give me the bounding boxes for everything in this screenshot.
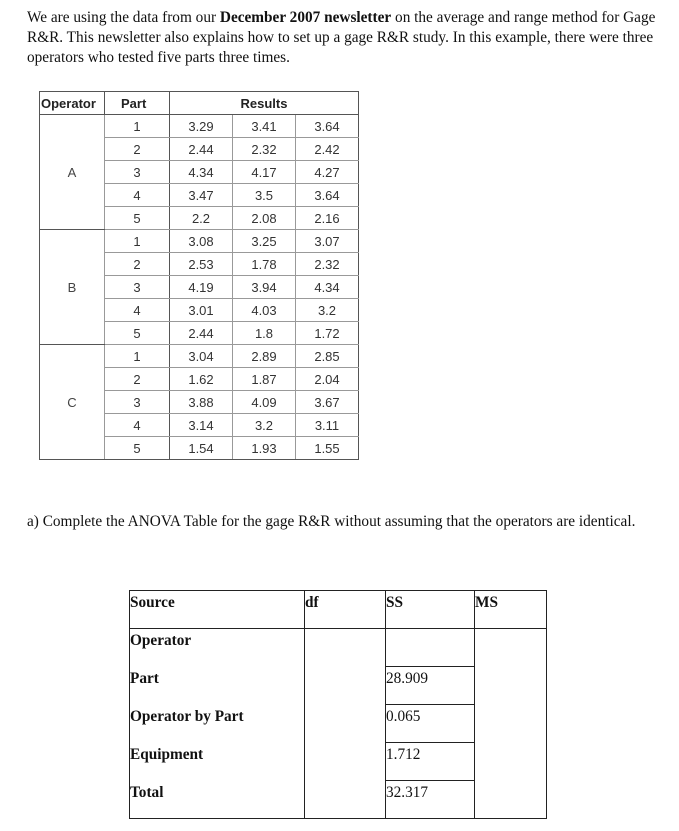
anova-ms-cell bbox=[475, 743, 546, 746]
anova-body bbox=[130, 629, 547, 819]
anova-ss-cell: 0.065 bbox=[386, 708, 421, 725]
result-cell: 2.85 bbox=[296, 345, 359, 368]
result-cell: 3.41 bbox=[233, 115, 296, 138]
result-cell: 3.94 bbox=[233, 276, 296, 299]
result-cell: 3.67 bbox=[296, 391, 359, 414]
anova-ss-cell: 32.317 bbox=[386, 784, 429, 801]
anova-source-cell: Part bbox=[130, 669, 159, 687]
result-cell: 3.5 bbox=[233, 184, 296, 207]
anova-df-cell bbox=[305, 629, 385, 632]
part-cell: 1 bbox=[105, 230, 170, 253]
anova-ms-cell bbox=[475, 629, 546, 632]
result-cell: 3.29 bbox=[170, 115, 233, 138]
anova-row bbox=[130, 667, 547, 705]
result-cell: 2.44 bbox=[170, 138, 233, 161]
result-cell: 4.03 bbox=[233, 299, 296, 322]
anova-source-cell: Operator by Part bbox=[130, 707, 244, 725]
anova-ss-cell: 28.909 bbox=[386, 670, 429, 687]
result-cell: 3.01 bbox=[170, 299, 233, 322]
part-cell: 4 bbox=[105, 299, 170, 322]
operator-cell: B bbox=[40, 230, 105, 345]
anova-table bbox=[129, 590, 547, 819]
part-cell: 3 bbox=[105, 276, 170, 299]
anova-row bbox=[130, 705, 547, 743]
operator-cell: A bbox=[40, 115, 105, 230]
result-cell: 2.32 bbox=[233, 138, 296, 161]
intro-newsletter-bold: December 2007 newsletter bbox=[219, 9, 392, 26]
anova-df-header: df bbox=[305, 594, 319, 611]
result-cell: 1.8 bbox=[233, 322, 296, 345]
result-cell: 2.32 bbox=[296, 253, 359, 276]
anova-source-cell: Operator bbox=[130, 632, 192, 649]
anova-ss-header: SS bbox=[386, 594, 404, 611]
anova-df-cell bbox=[305, 667, 385, 670]
result-cell: 2.53 bbox=[170, 253, 233, 276]
result-cell: 1.54 bbox=[170, 437, 233, 460]
result-cell: 3.25 bbox=[233, 230, 296, 253]
result-cell: 3.08 bbox=[170, 230, 233, 253]
results-header-row bbox=[40, 92, 359, 115]
intro-paragraph bbox=[27, 8, 667, 68]
result-cell: 2.44 bbox=[170, 322, 233, 345]
result-cell: 3.64 bbox=[296, 184, 359, 207]
part-cell: 4 bbox=[105, 184, 170, 207]
anova-ss-cell: 1.712 bbox=[386, 746, 421, 763]
result-cell: 3.88 bbox=[170, 391, 233, 414]
results-body bbox=[40, 115, 359, 460]
results-header: Results bbox=[170, 92, 359, 115]
result-cell: 2.16 bbox=[296, 207, 359, 230]
anova-ms-header: MS bbox=[475, 594, 498, 611]
result-cell: 3.47 bbox=[170, 184, 233, 207]
part-cell: 3 bbox=[105, 391, 170, 414]
result-cell: 4.19 bbox=[170, 276, 233, 299]
part-cell: 5 bbox=[105, 437, 170, 460]
part-cell: 4 bbox=[105, 414, 170, 437]
result-cell: 2.04 bbox=[296, 368, 359, 391]
anova-df-cell bbox=[305, 705, 385, 708]
results-table bbox=[39, 91, 359, 460]
table-row bbox=[40, 230, 359, 253]
result-cell: 1.55 bbox=[296, 437, 359, 460]
anova-source-header: Source bbox=[130, 594, 175, 611]
part-cell: 2 bbox=[105, 253, 170, 276]
anova-row bbox=[130, 629, 547, 667]
result-cell: 3.07 bbox=[296, 230, 359, 253]
result-cell: 4.34 bbox=[296, 276, 359, 299]
part-cell: 1 bbox=[105, 345, 170, 368]
intro-text-2: on the average and range method for Gage R&R. This newsletter also explains how to set up a gage R&R study. In this example, there were three operators who tested five parts three times. bbox=[27, 9, 656, 66]
anova-ms-cell bbox=[475, 705, 546, 708]
table-row bbox=[40, 345, 359, 368]
result-cell: 3.64 bbox=[296, 115, 359, 138]
part-cell: 5 bbox=[105, 207, 170, 230]
anova-ss-cell bbox=[386, 629, 474, 632]
anova-row bbox=[130, 781, 547, 819]
anova-header-row bbox=[130, 591, 547, 629]
anova-source-cell: Total bbox=[130, 783, 164, 801]
result-cell: 3.14 bbox=[170, 414, 233, 437]
anova-ms-cell bbox=[475, 781, 546, 784]
result-cell: 2.08 bbox=[233, 207, 296, 230]
result-cell: 3.2 bbox=[233, 414, 296, 437]
part-header: Part bbox=[105, 92, 170, 115]
result-cell: 1.78 bbox=[233, 253, 296, 276]
part-cell: 5 bbox=[105, 322, 170, 345]
part-cell: 2 bbox=[105, 138, 170, 161]
result-cell: 4.09 bbox=[233, 391, 296, 414]
intro-text-1: We are using the data from our bbox=[27, 9, 220, 26]
part-cell: 2 bbox=[105, 368, 170, 391]
result-cell: 1.62 bbox=[170, 368, 233, 391]
result-cell: 4.17 bbox=[233, 161, 296, 184]
operator-header: Operator bbox=[40, 92, 105, 115]
result-cell: 3.04 bbox=[170, 345, 233, 368]
part-cell: 1 bbox=[105, 115, 170, 138]
result-cell: 4.34 bbox=[170, 161, 233, 184]
anova-row bbox=[130, 743, 547, 781]
result-cell: 2.2 bbox=[170, 207, 233, 230]
result-cell: 3.2 bbox=[296, 299, 359, 322]
anova-df-cell bbox=[305, 781, 385, 784]
operator-cell: C bbox=[40, 345, 105, 460]
anova-source-cell: Equipment bbox=[130, 745, 204, 763]
anova-df-cell bbox=[305, 743, 385, 746]
anova-ms-cell bbox=[475, 667, 546, 670]
part-cell: 3 bbox=[105, 161, 170, 184]
result-cell: 3.11 bbox=[296, 414, 359, 437]
result-cell: 4.27 bbox=[296, 161, 359, 184]
result-cell: 2.42 bbox=[296, 138, 359, 161]
result-cell: 1.72 bbox=[296, 322, 359, 345]
result-cell: 1.87 bbox=[233, 368, 296, 391]
table-row bbox=[40, 115, 359, 138]
question-text: a) Complete the ANOVA Table for the gage R&R without assuming that the operators are identical. bbox=[27, 513, 636, 530]
result-cell: 1.93 bbox=[233, 437, 296, 460]
result-cell: 2.89 bbox=[233, 345, 296, 368]
